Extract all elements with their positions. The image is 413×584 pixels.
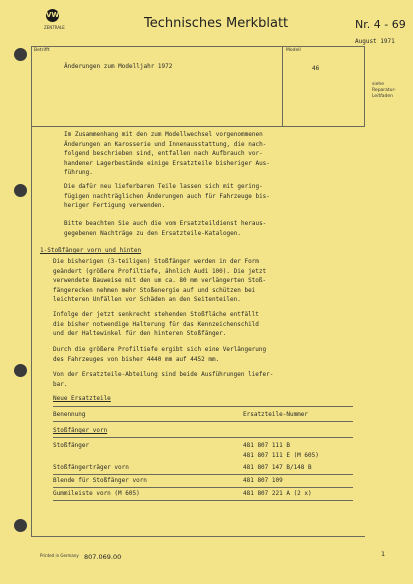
section-paragraph-2: Infolge der jetzt senkrecht stehenden Stoßfläche entfällt die bisher notwendige Halterung für das Kennzeichenschild und der Haltewinkel für den hinteren Stoßfänger.: [53, 311, 259, 338]
part-number: 481 807 147 B/148 B: [243, 464, 312, 471]
column-name-header: Benennung: [53, 411, 86, 418]
subject-text: Änderungen zum Modelljahr 1972: [64, 63, 173, 70]
intro-paragraph-2: Die dafür neu lieferbaren Teile lassen sich mit gering- fügigen nachträglichen Änderungen auch für Fahrzeuge bis- heriger Fertigung verwenden.: [64, 183, 270, 210]
modell-label: Modell: [286, 48, 301, 53]
table-header-rule: [53, 421, 353, 422]
part-name: Stoßfänger: [53, 442, 90, 449]
table-group-rule: [53, 437, 353, 438]
table-top-rule: [53, 406, 353, 407]
betrifft-label: Betrifft: [34, 48, 50, 53]
part-number: 481 807 221 A (2 x): [243, 490, 312, 497]
part-name: Blende für Stoßfänger vorn: [53, 477, 147, 484]
form-right-rule: [364, 46, 365, 126]
form-number: 807.069.00: [84, 553, 122, 561]
form-bottom-rule: [31, 126, 365, 127]
intro-paragraph-3: Bitte beachten Sie auch die vom Ersatzteildienst heraus- gegebenen Nachträge zu den Ersatzteile-Katalogen.: [64, 220, 267, 237]
parts-heading: Neue Ersatzteile: [53, 395, 111, 402]
side-note: siehe Reparatur- Leitfaden: [372, 82, 396, 99]
table-bottom-rule: [53, 500, 353, 501]
punch-hole: [14, 364, 27, 377]
section-paragraph-4: Von der Ersatzteile-Abteilung sind beide Ausführungen liefer- bar.: [53, 371, 274, 388]
document-number: Nr. 4 - 69: [355, 18, 406, 31]
document-date: August 1971: [355, 38, 395, 45]
part-number: 481 807 109: [243, 477, 283, 484]
form-divider: [282, 46, 283, 126]
logo-caption: ZENTRALE: [44, 25, 65, 30]
part-number: 481 807 111 B 481 807 111 E (M 605): [243, 442, 319, 459]
section-heading: 1-Stoßfänger vorn und hinten: [40, 247, 142, 254]
row-rule: [53, 487, 353, 488]
row-rule: [53, 474, 353, 475]
column-number-header: Ersatzteile-Nummer: [243, 411, 309, 418]
form-top-rule: [31, 46, 365, 47]
punch-hole: [14, 184, 27, 197]
part-name: Gummileiste vorn (M 605): [53, 490, 140, 497]
punch-hole: [14, 519, 27, 532]
margin-rule: [31, 126, 32, 536]
section-paragraph-1: Die bisherigen (3-teiligen) Stoßfänger werden in der Form geändert (größere Profiltiefe, ähnlich Audi 100). Die jetzt verwendete Bauweise mit den um ca. 80 mm verlängerten Stoß- fängerecken nehmen mehr Stoßenergie auf und schützen bei leichteren Unfällen vor Schäden an den Seitenteilen.: [53, 258, 267, 304]
footer-rule: [31, 536, 365, 537]
page-number: 1: [381, 550, 386, 558]
section-paragraph-3: Durch die größere Profiltiefe ergibt sich eine Verlängerung des Fahrzeuges von bisher 4440 mm auf 4452 mm.: [53, 346, 267, 363]
intro-paragraph-1: Im Zusammenhang mit den zum Modellwechsel vorgenommenen Änderungen an Karosserie und Innenausstattung, die nach- folgend beschrieben sind, entfallen nach Aufbrauch vor- handener Lagerbestände einige Ersatzteile bisheriger Aus- führung.: [64, 131, 270, 177]
form-left-rule: [31, 46, 32, 126]
punch-hole: [14, 48, 27, 61]
part-name: Stoßfängerträger vorn: [53, 464, 129, 471]
page-title: Technisches Merkblatt: [144, 16, 289, 31]
model-text: 46: [312, 65, 320, 72]
parts-group-heading: Stoßfänger vorn: [53, 427, 108, 434]
vw-logo: VW: [46, 9, 59, 22]
printed-note: Printed in Germany: [40, 553, 79, 558]
